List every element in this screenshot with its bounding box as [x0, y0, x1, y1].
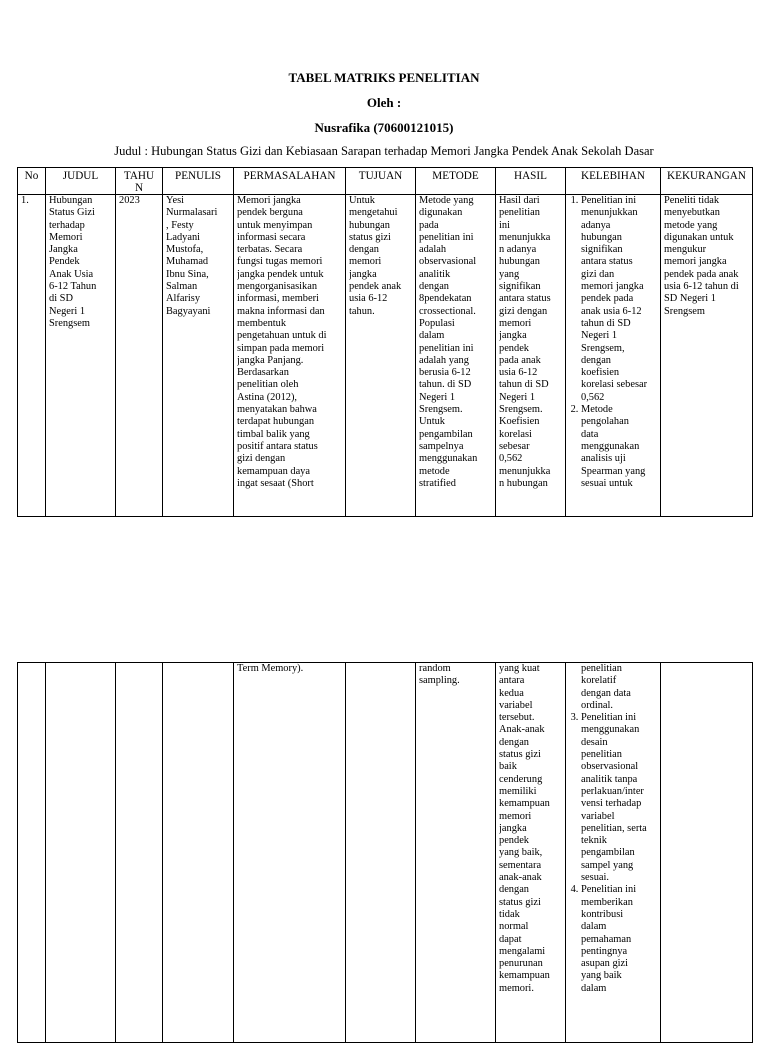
header-penulis: PENULIS [163, 168, 234, 195]
header-no: No [18, 168, 46, 195]
header-judul: JUDUL [46, 168, 116, 195]
list-item: 3. Penelitian ini menggunakan desain penelitian observasional analitik tanpa perlakuan/inter vensi terhadap variabel penelitian, serta teknik pengambilan sampel yang sesuai. [581, 712, 657, 884]
matrix-table-page1 [17, 167, 753, 517]
cell-penulis: Yesi Nurmalasari , Festy Ladyani Mustofa, Muhamad Ibnu Sina, Salman Alfarisy Bagyayani [166, 195, 218, 317]
oleh-label: Oleh : [366, 95, 402, 110]
document-title: TABEL MATRIKS PENELITIAN [288, 70, 480, 85]
cell-permasalahan: Memori jangka pendek berguna untuk menyimpan informasi secara terbatas. Secara fungsi tugas memori jangka pendek untuk mengorganisasikan informasi, memberi makna informasi dan membentuk pengetahuan untuk di simpan pada memori jangka Panjang. Berdasarkan penelitian oleh Astina (2012), menyatakan bahwa terdapat hubungan timbal balik yang positif antara status gizi dengan kemampuan daya ingat sesaat (Short [237, 195, 327, 489]
list-item: 4. Penelitian ini memberikan kontribusi dalam pemahaman pentingnya asupan gizi yang baik dalam [581, 884, 657, 995]
header-tujuan: TUJUAN [346, 168, 416, 195]
cell-hasil: yang kuat antara kedua variabel tersebut. Anak-anak dengan status gizi baik cenderung memiliki kemampuan memori jangka pendek yang baik, sementara anak-anak dengan status gizi tidak normal dapat mengalami penurunan kemampuan memori. [499, 663, 550, 994]
cell-tujuan: Untuk mengetahui hubungan status gizi dengan memori jangka pendek anak usia 6-12 tahun. [349, 195, 402, 317]
list-item: 2. Metode pengolahan data menggunakan analisis uji Spearman yang sesuai untuk [581, 404, 657, 490]
header-kekurangan: KEKURANGAN [661, 168, 753, 195]
header-permasalahan: PERMASALAHAN [234, 168, 346, 195]
list-item: 1. Penelitian ini menunjukkan adanya hubungan signifikan antara status gizi dan memori jangka pendek pada anak usia 6-12 tahun di SD Negeri 1 Srengsem, dengan koefisien korelasi sebesar 0,562 [581, 195, 657, 404]
cell-judul: Hubungan Status Gizi terhadap Memori Jangka Pendek Anak Usia 6-12 Tahun di SD Negeri 1 Srengsem [49, 195, 97, 329]
kelebihan-list [569, 195, 657, 490]
table-row [18, 663, 753, 1043]
cell-no: 1. [21, 195, 29, 206]
table-header-row [18, 168, 753, 195]
kelebihan-list [569, 712, 657, 995]
kelebihan-continued: penelitian korelatif dengan data ordinal. [581, 663, 631, 711]
cell-kelebihan [569, 195, 657, 513]
header-hasil: HASIL [496, 168, 566, 195]
cell-tahun: 2023 [119, 195, 140, 206]
header-metode: METODE [416, 168, 496, 195]
research-title: Judul : Hubungan Status Gizi dan Kebiasaan Sarapan terhadap Memori Jangka Pendek Anak Sekolah Dasar [114, 144, 654, 158]
cell-permasalahan: Term Memory). [237, 663, 304, 674]
cell-kelebihan [569, 663, 657, 1023]
author-name: Nusrafika (70600121015) [314, 120, 454, 135]
header-kelebihan: KELEBIHAN [566, 168, 661, 195]
matrix-table-page2 [17, 662, 753, 1043]
cell-hasil: Hasil dari penelitian ini menunjukka n adanya hubungan yang signifikan antara status gizi dengan memori jangka pendek pada anak usia 6-12 tahun di SD Negeri 1 Srengsem. Koefisien korelasi sebesar 0,562 menunjukka n hubungan [499, 195, 551, 489]
table-row [18, 195, 753, 517]
header-tahun: TAHU N [116, 168, 163, 195]
cell-kekurangan: Peneliti tidak menyebutkan metode yang digunakan untuk mengukur memori jangka pendek pada anak usia 6-12 tahun di SD Negeri 1 Srengsem [664, 195, 739, 317]
cell-metode: Metode yang digunakan pada penelitian ini adalah observasional analitik dengan 8pendekatan crossectional. Populasi dalam penelitian ini adalah yang berusia 6-12 tahun. di SD Negeri 1 Srengsem. Untuk pengambilan sampelnya menggunakan metode stratified [419, 195, 478, 489]
cell-metode: random sampling. [419, 663, 460, 687]
